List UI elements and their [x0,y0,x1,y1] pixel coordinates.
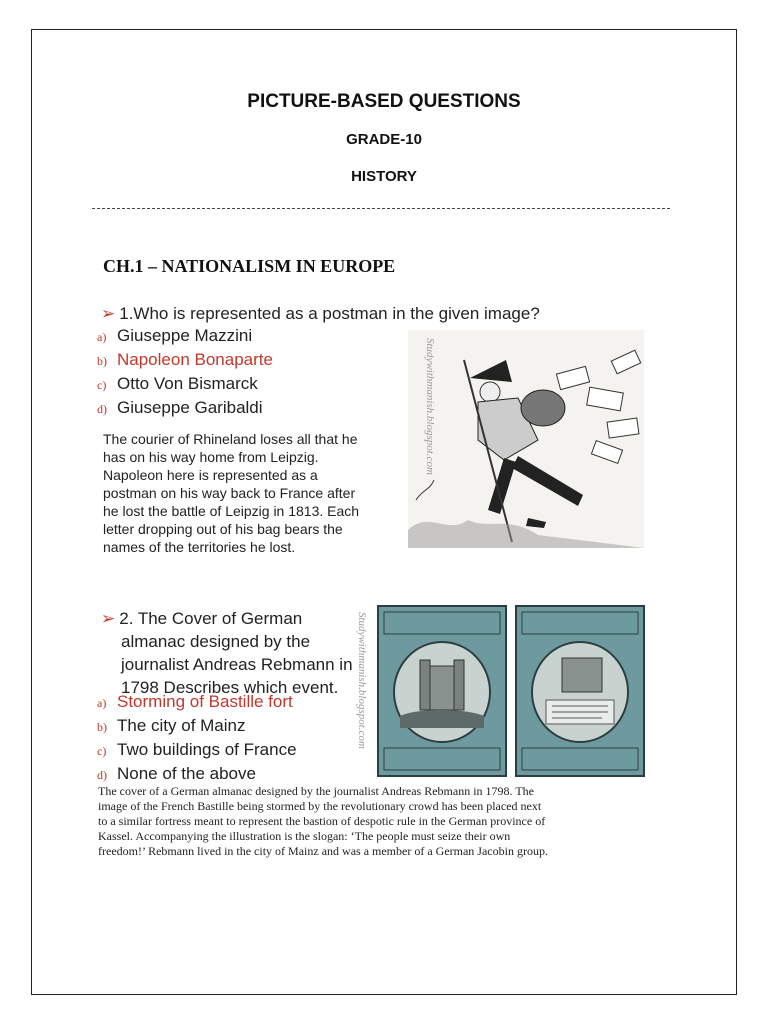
q2-option-b: b) The city of Mainz [97,716,246,735]
q1-option-b: b) Napoleon Bonaparte [97,350,273,369]
question-1-text: 1.Who is represented as a postman in the given image? [119,304,540,323]
napoleon-postman-image [408,330,644,548]
question-1 [101,302,540,325]
q1-explanation: The courier of Rhineland loses all that he has on his way home from Leipzig. Napoleon here is represented as a postman on his way back to France after he lost the battle of Leipzig in 1813. Each letter dropping out of his bag bears the names of the territories he lost. [103,431,360,555]
grade-label: GRADE-10 [346,131,422,148]
q2-option-a: a) Storming of Bastille fort [97,692,293,711]
chapter-heading: CH.1 – NATIONALISM IN EUROPE [103,256,396,276]
subject-label: HISTORY [351,168,417,185]
divider [92,208,670,209]
q1-option-d: d) Giuseppe Garibaldi [97,398,263,417]
q1-option-c: c) Otto Von Bismarck [97,374,258,393]
question-2: ➢ 2. The Cover of German almanac designed by the journalist Andreas Rebmann in 1798 Describes which event. [101,609,353,697]
arrow-bullet-icon: ➢ [101,304,116,323]
arrow-bullet-icon: ➢ [101,609,116,628]
q1-option-a: a) Giuseppe Mazzini [97,326,253,345]
q1-watermark: Studywithmanish.blogspot.com [424,338,436,475]
q2-explanation: The cover of a German almanac designed by the journalist Andreas Rebmann in 1798. The image of the French Bastille being stormed by the revolutionary crowd has been placed next to a similar fortress meant to represent the bastion of despotic rule in the German province of Kassel. Accompanying the illustration is the slogan: ‘The people must seize their own freedom!’ Rebmann lived in the city of Mainz and was a member of a German Jacobin group. [98,784,548,858]
almanac-cover-image [376,604,648,778]
q2-watermark: Studywithmanish.blogspot.com [356,612,368,749]
q2-option-d: d) None of the above [97,764,256,783]
q2-option-c: c) Two buildings of France [97,740,297,759]
page-title: PICTURE-BASED QUESTIONS [247,91,521,112]
